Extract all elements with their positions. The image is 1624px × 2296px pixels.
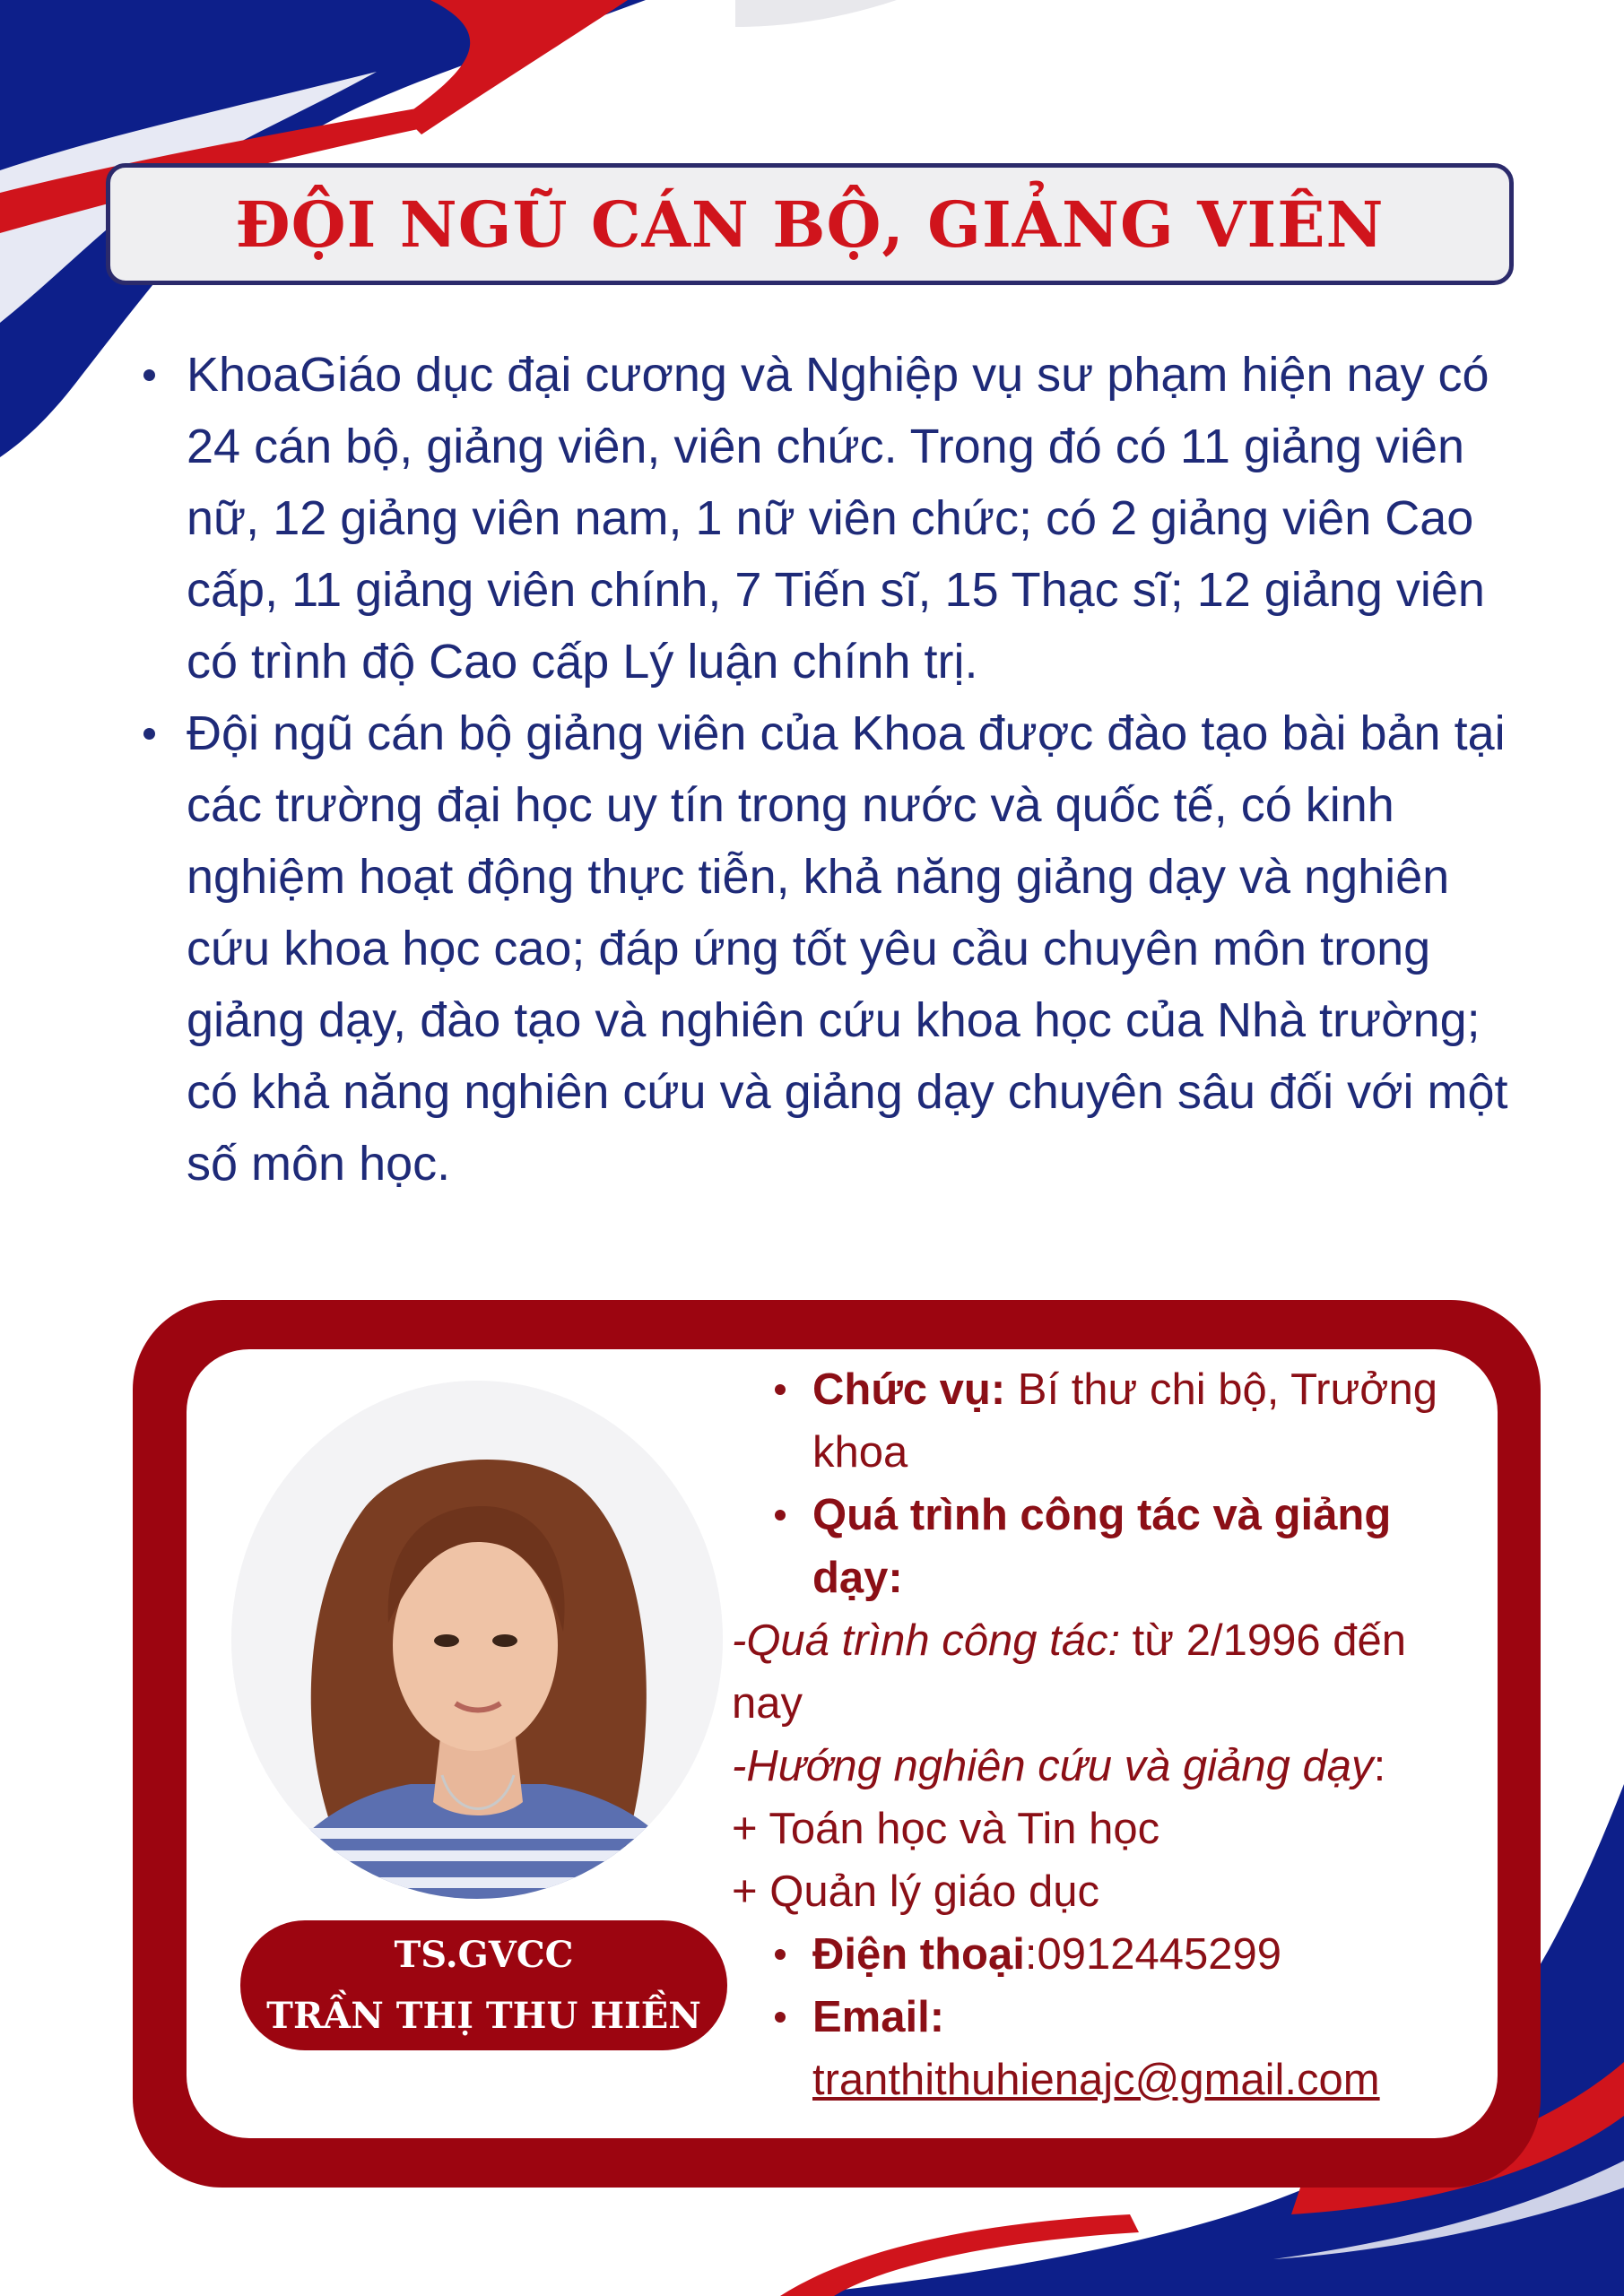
bullet-icon xyxy=(143,369,155,381)
email-label: Email: xyxy=(812,1993,945,2041)
bullet-icon xyxy=(775,1384,786,1395)
degree-title: TS.GVCC xyxy=(394,1933,574,1976)
phone-item xyxy=(732,1923,1485,1986)
research-line xyxy=(732,1735,1485,1798)
title-box xyxy=(106,163,1514,285)
research-label: -Hướng nghiên cứu và giảng dạy xyxy=(732,1742,1374,1790)
person-name: TRẦN THỊ THU HIỀN xyxy=(266,1994,701,2037)
position-label: Chức vụ: xyxy=(812,1365,1006,1414)
career-heading-item xyxy=(732,1484,1485,1609)
email-item xyxy=(732,1986,1485,2111)
intro-text: KhoaGiáo dục đại cương và Nghiệp vụ sư phạm hiện nay có 24 cán bộ, giảng viên, viên chức. Trong đó có 11 giảng viên nữ, 12 giảng viên nam, 1 nữ viên chức; có 2 giảng viên Cao cấp, 11 giảng viên chính, 7 Tiến sĩ, 15 Thạc sĩ; 12 giảng viên có trình độ Cao cấp Lý luận chính trị. xyxy=(187,348,1489,689)
career-label: -Quá trình công tác: xyxy=(732,1616,1121,1665)
bullet-icon xyxy=(143,728,155,740)
portrait-illustration xyxy=(231,1381,723,1899)
career-heading: Quá trình công tác và giảng dạy: xyxy=(812,1491,1392,1602)
name-badge xyxy=(240,1920,727,2050)
email-link[interactable]: tranthithuhienajc@gmail.com xyxy=(812,2056,1380,2104)
intro-item xyxy=(126,697,1524,1200)
research-colon: : xyxy=(1373,1742,1386,1790)
research-item: + Quản lý giáo dục xyxy=(732,1867,1099,1916)
top-white-ribbon xyxy=(735,0,897,27)
profile-info xyxy=(732,1358,1485,2111)
intro-text: Đội ngũ cán bộ giảng viên của Khoa được đào tạo bài bản tại các trường đại học uy tín trong nước và quốc tế, có kinh nghiệm hoạt động thực tiễn, khả năng giảng dạy và nghiên cứu khoa học cao; đáp ứng tốt yêu cầu chuyên môn trong giảng dạy, đào tạo và nghiên cứu khoa học của Nhà trường; có khả năng nghiên cứu và giảng dạy chuyên sâu đối với một số môn học. xyxy=(187,706,1508,1191)
bullet-icon xyxy=(775,1510,786,1521)
intro-item xyxy=(126,339,1524,697)
phone-value: :0912445299 xyxy=(1024,1930,1281,1979)
research-item: + Toán học và Tin học xyxy=(732,1805,1160,1853)
bullet-icon xyxy=(775,2012,786,2023)
position-value: Bí thư chi bộ, Trưởng khoa xyxy=(812,1365,1437,1477)
bullet-icon xyxy=(775,1949,786,1960)
position-item xyxy=(732,1358,1485,1484)
page-title: ĐỘI NGŨ CÁN BỘ, GIẢNG VIÊN xyxy=(235,186,1385,262)
career-value: từ 2/1996 đến nay xyxy=(732,1616,1406,1728)
career-line xyxy=(732,1609,1485,1735)
portrait-photo xyxy=(231,1381,723,1899)
intro-list xyxy=(126,339,1524,1200)
phone-label: Điện thoại xyxy=(812,1930,1025,1979)
